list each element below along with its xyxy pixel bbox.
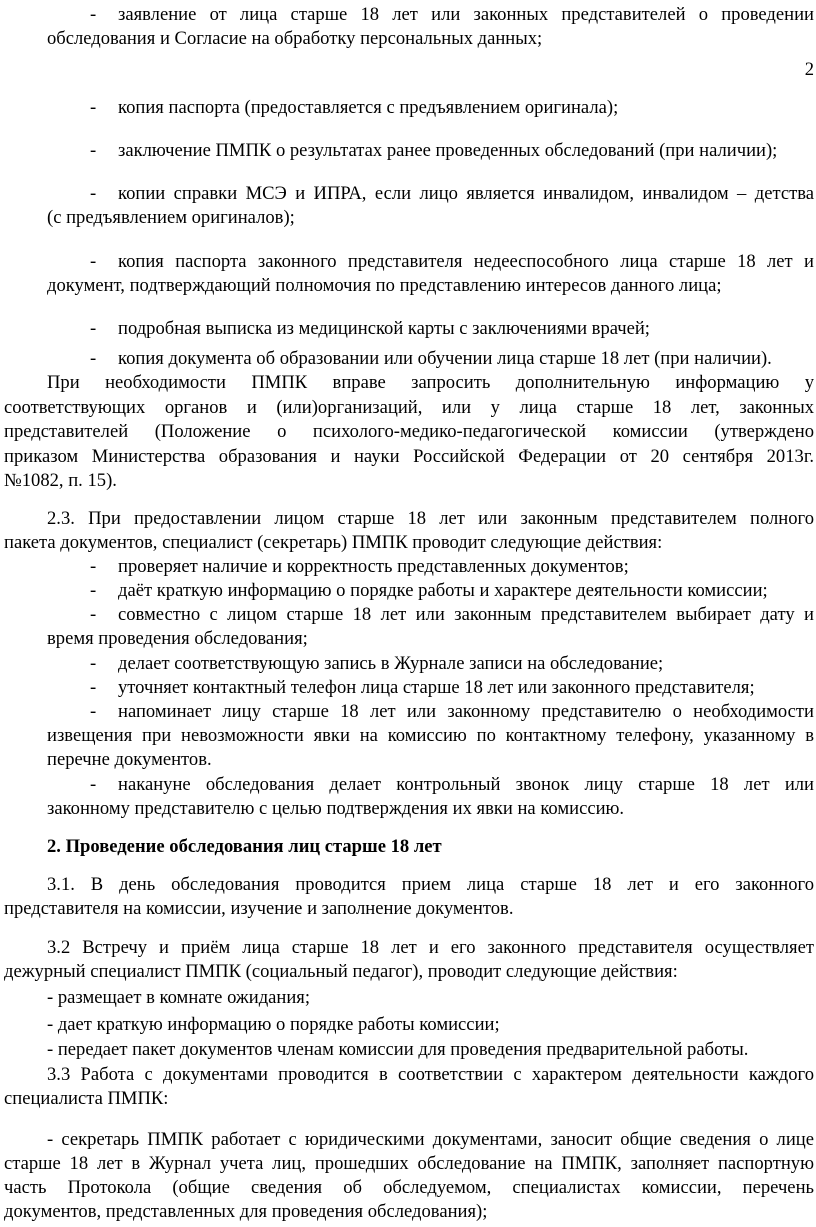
line-text: соответствующих органов и (или)организаций, или у лица старше 18 лет, законных (4, 397, 814, 418)
text-line (47, 874, 814, 896)
line-text: старше 18 лет в Журнал учета лиц, прошедших обследование на ПМПК, заполняет паспортную (4, 1153, 814, 1174)
text-line (47, 725, 814, 747)
line-text: напоминает лицу старше 18 лет или законному представителю о необходимости (118, 701, 814, 722)
line-text: - секретарь ПМПК работает с юридическими документами, заносит общие сведения о лице (47, 1129, 814, 1150)
line-text: №1082, п. 15). (4, 470, 117, 491)
text-line (4, 1153, 814, 1175)
list-dash: - (90, 348, 97, 369)
line-text: дежурный специалист ПМПК (социальный педагог), проводит следующие действия: (4, 961, 678, 982)
line-text: 2. Проведение обследования лиц старше 18 лет (47, 836, 442, 857)
line-text: При необходимости ПМПК вправе запросить дополнительную информацию у (47, 372, 814, 393)
line-text: документов, представленных для проведения обследования); (4, 1201, 488, 1222)
line-text: законному представителю с целью подтверждения их явки на комиссию. (47, 798, 625, 819)
line-text: (с предъявлением оригиналов); (47, 207, 295, 228)
line-text: обследования и Согласие на обработку персональных данных; (47, 28, 543, 49)
line-text: накануне обследования делает контрольный звонок лицу старше 18 лет или (118, 774, 814, 795)
line-text: часть Протокола (общие сведения об обследуемом, специалистах комиссии, перечень (4, 1177, 814, 1198)
text-line (47, 1129, 814, 1151)
text-line (90, 701, 814, 723)
list-dash: - (90, 97, 97, 118)
line-text: перечне документов. (47, 749, 212, 770)
line-text: даёт краткую информацию о порядке работы и характере деятельности комиссии; (118, 580, 768, 601)
line-text: специалиста ПМПК: (4, 1088, 169, 1109)
text-line (47, 508, 814, 530)
text-line (4, 961, 678, 983)
line-text: 3.1. В день обследования проводится прием лица старше 18 лет и его законного (47, 874, 814, 895)
text-line (4, 397, 814, 419)
line-text: копия документа об образовании или обучении лица старше 18 лет (при наличии). (118, 348, 772, 369)
text-line (90, 556, 629, 578)
list-dash: - (90, 556, 97, 577)
line-text: пакета документов, специалист (секретарь) ПМПК проводит следующие действия: (4, 532, 663, 553)
line-text: заявление от лица старше 18 лет или законных представителей о проведении (118, 4, 814, 25)
text-line (90, 140, 777, 162)
line-text: совместно с лицом старше 18 лет или законным представителем выбирает дату и (118, 604, 814, 625)
list-dash: - (90, 251, 97, 272)
text-line (47, 275, 722, 297)
text-line (90, 348, 772, 370)
line-text: - дает краткую информацию о порядке работы комиссии; (47, 1014, 500, 1035)
list-dash: - (90, 701, 97, 722)
text-line (90, 677, 755, 699)
text-line (47, 628, 308, 650)
list-dash: - (90, 653, 97, 674)
line-text: проверяет наличие и корректность представленных документов; (118, 556, 629, 577)
line-text: уточняет контактный телефон лица старше 18 лет или законного представителя; (118, 677, 755, 698)
text-line (47, 207, 295, 229)
list-dash: - (90, 677, 97, 698)
list-dash: - (90, 604, 97, 625)
line-text: копия паспорта законного представителя недееспособного лица старше 18 лет и (118, 251, 814, 272)
text-line (4, 1201, 487, 1223)
text-line (90, 774, 814, 796)
text-line (47, 987, 310, 1009)
text-line (90, 653, 663, 675)
line-text: - передает пакет документов членам комиссии для проведения предварительной работы. (47, 1039, 749, 1060)
text-line (90, 251, 814, 273)
text-line (47, 836, 442, 858)
line-text: время проведения обследования; (47, 628, 308, 649)
line-text: копия паспорта (предоставляется с предъявлением оригинала); (118, 97, 619, 118)
text-line (90, 4, 814, 26)
text-line (47, 1014, 500, 1036)
text-line (90, 580, 768, 602)
line-text: извещения при невозможности явки на комиссию по контактному телефону, указанному в (47, 725, 814, 746)
text-line (4, 421, 814, 443)
text-line (4, 532, 662, 554)
line-text: 2.3. При предоставлении лицом старше 18 лет или законным представителем полного (47, 508, 814, 529)
text-line (47, 1039, 748, 1061)
text-line (90, 97, 618, 119)
line-text: подробная выписка из медицинской карты с заключениями врачей; (118, 318, 650, 339)
line-text: 3.3 Работа с документами проводится в соответствии с характером деятельности каждого (47, 1064, 814, 1085)
list-dash: - (90, 580, 97, 601)
text-line (4, 446, 814, 468)
page-number: 2 (804, 59, 814, 80)
line-text: заключение ПМПК о результатах ранее проведенных обследований (при наличии); (118, 140, 778, 161)
line-text: представителей (Положение о психолого-медико-педагогической комиссии (утверждено (4, 421, 814, 442)
line-text: приказом Министерства образования и науки Российской Федерации от 20 сентября 2013г. (4, 446, 814, 467)
list-dash: - (90, 318, 97, 339)
text-line (90, 318, 650, 340)
line-text: 3.2 Встречу и приём лица старше 18 лет и его законного представителя осуществляет (47, 937, 814, 958)
list-dash: - (90, 140, 97, 161)
text-line (90, 604, 814, 626)
list-dash: - (90, 183, 97, 204)
text-line (47, 798, 624, 820)
line-text: представителя на комиссии, изучение и заполнение документов. (4, 898, 514, 919)
text-line (4, 1177, 814, 1199)
line-text: делает соответствующую запись в Журнале записи на обследование; (118, 653, 664, 674)
text-line (90, 183, 814, 205)
text-line (47, 28, 542, 50)
text-line (47, 1064, 814, 1086)
line-text: копии справки МСЭ и ИПРА, если лицо является инвалидом, инвалидом – детства (118, 183, 814, 204)
text-line (47, 749, 212, 771)
text-line (4, 898, 513, 920)
text-line (4, 1088, 168, 1110)
list-dash: - (90, 774, 97, 795)
line-text: - размещает в комнате ожидания; (47, 987, 311, 1008)
list-dash: - (90, 4, 97, 25)
text-line (47, 937, 814, 959)
text-line (4, 470, 117, 492)
text-line (47, 372, 814, 394)
line-text: документ, подтверждающий полномочия по представлению интересов данного лица; (47, 275, 722, 296)
